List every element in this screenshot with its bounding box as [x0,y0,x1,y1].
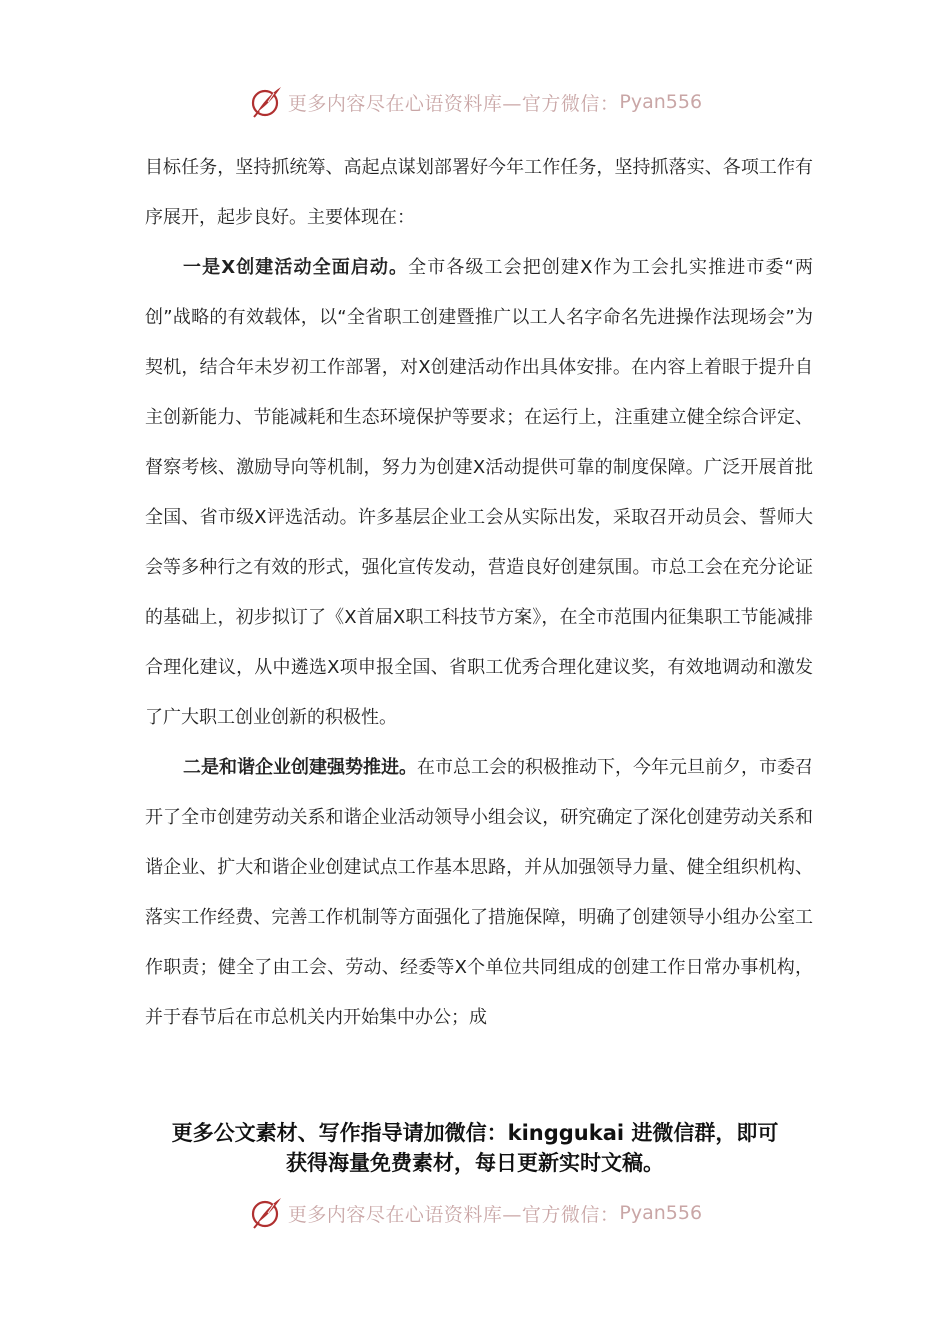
paragraph-two-heading: 二是和谐企业创建强势推进。 [183,757,417,778]
paragraph-one [145,243,813,743]
footer-banner-text: 更多内容尽在心语资料库—官方微信： [287,1203,620,1226]
feather-pen-logo-icon [248,1195,284,1231]
paragraph-one-body: 全市各级工会把创建X作为工会扎实推进市委“两创”战略的有效载体，以“全省职工创建暨推广以工人名字命名先进操作法现场会”为契机，结合年未岁初工作部署，对X创建活动作出具体安排。在内容上着眼于提升自主创新能力、节能减耗和生态环境保护等要求；在运行上，注重建立健全综合评定、督察考核、激励导向等机制，努力为创建X活动提供可靠的制度保障。广泛开展首批全国、省市级X评选活动。许多基层企业工会从实际出发，采取召开动员会、誓师大会等多种行之有效的形式，强化宣传发动，营造良好创建氛围。市总工会在充分论证的基础上，初步拟订了《X首届X职工科技节方案》，在全市范围内征集职工节能减排合理化建议，从中遴选X项申报全国、省职工优秀合理化建议奖，有效地调动和激发了广大职工创业创新的积极性。 [145,257,813,728]
promo-line-1: 更多公文素材、写作指导请加微信：kinggukai 进微信群，即可 [171,1121,779,1145]
footer-banner-wechat-id: Pyan556 [619,1202,703,1224]
header-banner-text: 更多内容尽在心语资料库—官方微信： [287,92,620,115]
header-banner-wechat-id: Pyan556 [619,91,703,113]
header-banner [0,82,950,122]
promo-line-2: 获得海量免费素材，每日更新实时文稿。 [286,1151,664,1175]
paragraph-one-heading: 一是X创建活动全面启动。 [183,257,409,278]
feather-pen-logo-icon [248,84,284,120]
paragraph-continuation: 目标任务，坚持抓统筹、高起点谋划部署好今年工作任务，坚持抓落实、各项工作有序展开，起步良好。主要体现在： [145,157,813,228]
promo-notice [140,1118,810,1178]
document-body [145,143,813,1043]
paragraph-two [145,743,813,1043]
footer-banner [0,1193,950,1233]
paragraph-two-body: 在市总工会的积极推动下，今年元旦前夕，市委召开了全市创建劳动关系和谐企业活动领导小组会议，研究确定了深化创建劳动关系和谐企业、扩大和谐企业创建试点工作基本思路，并从加强领导力量、健全组织机构、落实工作经费、完善工作机制等方面强化了措施保障，明确了创建领导小组办公室工作职责；健全了由工会、劳动、经委等X个单位共同组成的创建工作日常办事机构，并于春节后在市总机关内开始集中办公；成 [145,757,813,1028]
